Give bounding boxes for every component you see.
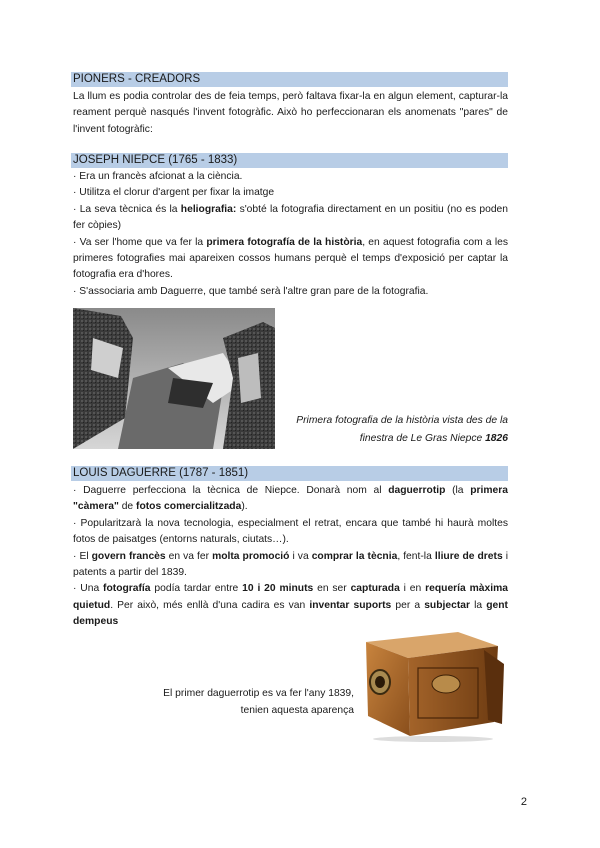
niepce-bullets [73, 169, 508, 300]
page-number: 2 [520, 796, 527, 808]
daguerre-paragraph-4: · Una fotografía podía tardar entre 10 i 20 minuts en ser capturada i en requería màxima quietud. Per això, més enllà d'una cadira es van inventar suports per a subjectar la gent dempeus [73, 583, 508, 628]
daguerreotype-caption: El primer daguerrotip es va fer l'any 1839, tenien aquesta aparença [163, 688, 354, 716]
intro-paragraph: La llum es podia controlar des de feia temps, però faltava fixar-la en algun element, capturar-la reament perquè nasqués l'invent fotogràfic. Això ho perfeccionaran els anomenats "pares" de l'invent fotogràfic: [73, 91, 508, 135]
daguerre-paragraph-1: · Daguerre perfecciona la tècnica de Niepce. Donarà nom al daguerrotip (la primera "càmera" de fotos comercialitzada). [73, 485, 508, 513]
niepce-bullet-5: · S'associaria amb Daguerre, que també serà l'altre gran pare de la fotografia. [73, 285, 429, 297]
daguerre-paragraphs [73, 483, 508, 631]
first-photograph-image [73, 308, 275, 449]
section-heading-pioneers: PIONERS - CREADORS [71, 72, 508, 87]
niepce-bullet-1: · Era un francès afcionat a la ciència. [73, 171, 243, 182]
niepce-bullet-4: · Va ser l'home que va fer la primera fotografía de la història, en aquest fotografia com a les primeres fotografies mai apareixen cossos humans perquè el temps d'exposició per captar la fotografia era d'hores. [73, 236, 508, 281]
niepce-bullet-3: · La seva tècnica és la heliografia: s'obté la fotografia directament en un positiu (no es poden fer còpies) [73, 203, 508, 232]
daguerreotype-camera-image [358, 624, 508, 742]
first-photograph-caption: Primera fotografia de la història vista des de la finestra de Le Gras Niepce 1826 [296, 415, 508, 444]
daguerre-paragraph-2: · Popularitzarà la nova tecnologia, especialment el retrat, encara que també hi haurà moltes fotos de paisatges (entorns naturals, ciutats…). [73, 517, 508, 546]
daguerre-paragraph-3: · El govern francès en va fer molta promoció i va comprar la tècnia, fent-la lliure de drets i patents a partir del 1839. [73, 550, 509, 579]
niepce-bullet-2: · Utilitza el clorur d'argent per fixar la imatge [73, 187, 275, 199]
section-heading-niepce: JOSEPH NIEPCE (1765 - 1833) [71, 153, 508, 168]
section-heading-daguerre: LOUIS DAGUERRE (1787 - 1851) [71, 466, 508, 481]
